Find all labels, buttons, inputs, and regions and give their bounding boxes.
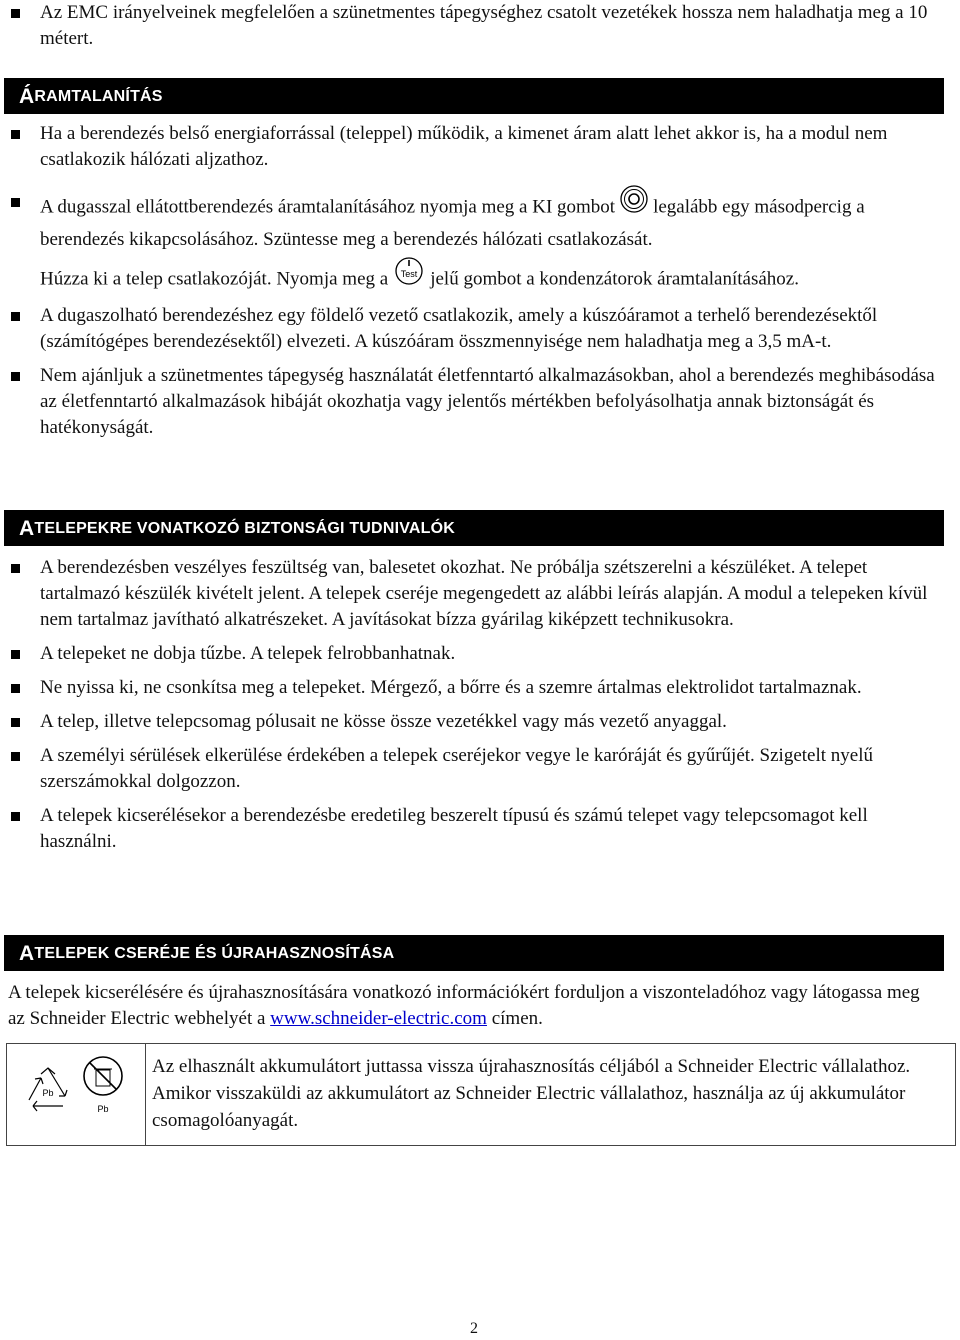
list-item: A telepeket ne dobja tűzbe. A telepek felrobbanhatnak.: [0, 641, 945, 667]
section-heading-aramtalanitas: Á RAMTALANÍTÁS: [4, 78, 944, 114]
list-item: A dugaszolható berendezéshez egy földelő vezető csatlakozik, amely a kúszóáramot a terhelő berendezésektől (számítógépes berendezésektől) elvezeti. A kúszóáram összmennyisége nem haladhatja meg a 3,5 mA-t.: [0, 303, 945, 355]
list-item: A dugasszal ellátottberendezés áramtalanításához nyomja meg a KI gombot legalább egy másodpercig a berendezés kikapcsolásához. Szüntesse meg a berendezés hálózati csatlakozását.: [0, 189, 945, 253]
bullet-icon: [11, 812, 20, 821]
list-item: Ha a berendezés belső energiaforrással (teleppel) működik, a kimenet áram alatt lehet akkor is, ha a modul nem csatlakozik hálózati aljzathoz.: [0, 121, 945, 173]
note-divider: [145, 1044, 146, 1145]
top-bullet-list: [0, 0, 945, 52]
list-item-continued: Húzza ki a telep csatlakozóját. Nyomja meg a Test jelű gombot a kondenzátorok áramtalanításához.: [0, 261, 945, 299]
schneider-website-link[interactable]: www.schneider-electric.com: [270, 1008, 487, 1029]
bullet-icon: [11, 372, 20, 381]
section2-list: [0, 555, 945, 855]
recycle-note-box: [6, 1043, 956, 1146]
power-off-button-icon: [619, 184, 649, 222]
recycle-note-text: Az elhasznált akkumulátort juttassa vissza újrahasznosítás céljából a Schneider Electric vállalathoz. Amikor visszaküldi az akkumulátort az Schneider Electric vállalathoz, használja az új akkumulátor csomagolóanyagát.: [152, 1056, 911, 1131]
bullet-icon: [11, 9, 20, 18]
section-heading-battery-safety: A TELEPEKRE VONATKOZÓ BIZTONSÁGI TUDNIVALÓK: [4, 510, 944, 546]
bullet-icon: [11, 650, 20, 659]
list-item: A telepek kicserélésekor a berendezésbe eredetileg beszerelt típusú és számú telepet vagy telepcsomagot kell használni.: [0, 803, 945, 855]
list-item: Nem ajánljuk a szünetmentes tápegység használatát életfenntartó alkalmazásokban, ahol a berendezés meghibásodása az életfenntartó alkalmazások hibáját okozhatja vagy jelentős mértékben befolyásolhatja annak biztonságát és hatékonyságát.: [0, 363, 945, 441]
section-heading-battery-replacement: A TELEPEK CSERÉJE ÉS ÚJRAHASZNOSÍTÁSA: [4, 935, 944, 971]
section1-list: [0, 121, 945, 441]
recycle-pb-icon: [19, 1066, 77, 1123]
page-number: 2: [470, 1320, 478, 1337]
svg-text:Pb: Pb: [42, 1088, 54, 1098]
list-item: A személyi sérülések elkerülése érdekében a telepek cseréjekor vegye le karóráját és gyűrűjét. Szigetelt nyelű szerszámokkal dolgozzon.: [0, 743, 945, 795]
bullet-icon: [11, 718, 20, 727]
no-trash-bin-icon: [79, 1052, 131, 1119]
list-item: A berendezésben veszélyes feszültség van, balesetet okozhat. Ne próbálja szétszerelni a készüléket. A telepet tartalmazó készülék kivételt jelent. A telepek cseréje megengedett az alábbi leírás alapján. A modul a telepeken kívül nem tartalmaz javítható alkatrészeket. A javításokat bízza gyárilag kiképzett technikusokra.: [0, 555, 945, 633]
replacement-info-paragraph: A telepek kicserélésére és újrahasznosítására vonatkozó információkért forduljon a viszonteladóhoz vagy látogassa meg az Schneider Electric webhelyét a www.schneider-electric.com címen.: [8, 982, 920, 1029]
svg-text:Pb: Pb: [97, 1104, 109, 1114]
svg-text:Test: Test: [400, 269, 418, 279]
list-item: Ne nyissa ki, ne csonkítsa meg a telepeket. Mérgező, a bőrre és a szemre ártalmas elektrolidot tartalmaznak.: [0, 675, 945, 701]
bullet-icon: [11, 684, 20, 693]
bullet-icon: [11, 198, 20, 207]
bullet-icon: [11, 130, 20, 139]
bullet-icon: [11, 312, 20, 321]
bullet-icon: [11, 752, 20, 761]
list-item: A telep, illetve telepcsomag pólusait ne kösse össze vezetékkel vagy más vezető anyaggal.: [0, 709, 945, 735]
list-item: Az EMC irányelveinek megfelelően a szünetmentes tápegységhez csatolt vezetékek hossza nem haladhatja meg a 10 métert.: [0, 0, 945, 52]
bullet-icon: [11, 564, 20, 573]
test-button-icon: [392, 256, 426, 294]
